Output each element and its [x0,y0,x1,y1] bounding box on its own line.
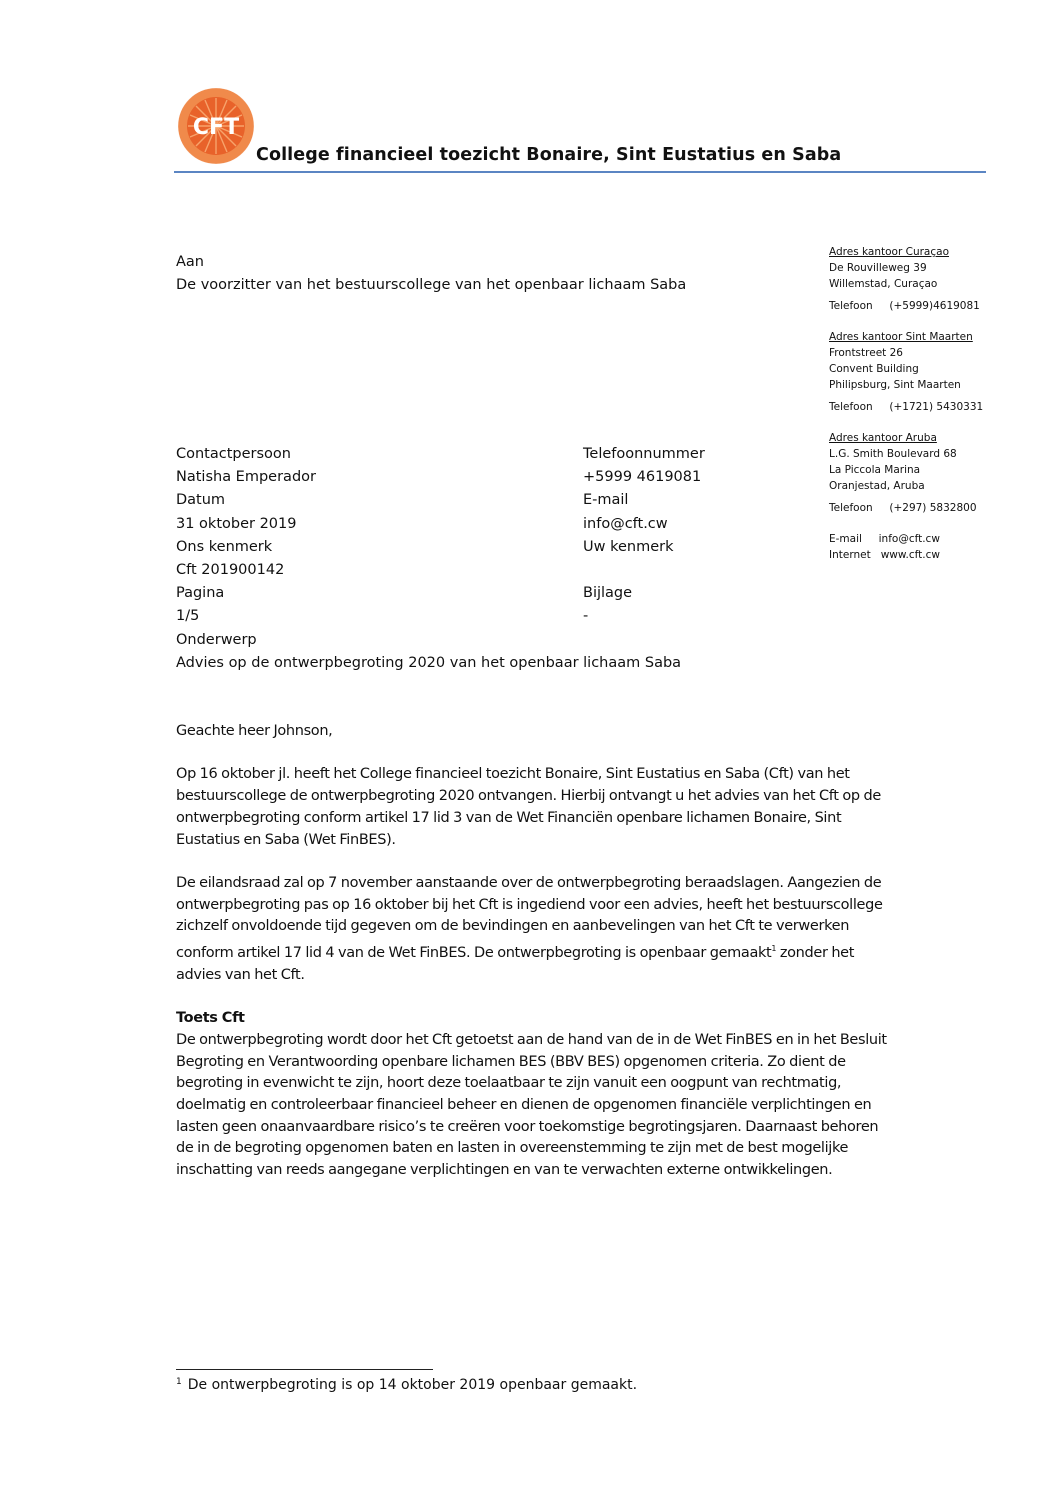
phone-label: Telefoon [829,300,873,312]
email-label: E-mail [829,533,862,545]
paragraph-2-text: De eilandsraad zal op 7 november aanstaande over de ontwerpbegroting beraadslagen. Aangezien de ontwerpbegroting pas op 16 oktober bij het Cft is ingediend voor een advies, heeft het bestuurscollege zichzelf onvoldoende tijd gegeven om de bevindingen en aanbevelingen van het Cft te verwerken conform artikel 17 lid 4 van de Wet FinBES. De ontwerpbegroting is openbaar gemaakt [176,874,883,961]
office-heading: Adres kantoor Sint Maarten [829,331,973,343]
bijlage-value: - [583,608,589,625]
addressee-label: Aan [176,254,204,270]
cft-logo [176,86,256,166]
footnote [176,1377,637,1393]
office-line: Willemstad, Curaçao [829,278,938,290]
addressee-block [176,251,686,297]
organization-title: College financieel toezicht Bonaire, Sint Eustatius en Saba [256,145,842,165]
cft-logo-icon [176,86,256,166]
office-sint-maarten [829,329,983,415]
phone-label: Telefoon [829,401,873,413]
ons-kenmerk-label: Ons kenmerk [176,538,273,555]
office-curacao [829,244,983,314]
datum-label: Datum [176,492,226,509]
general-contact [829,531,983,563]
office-phone [829,399,983,415]
onderwerp-label: Onderwerp [176,631,257,648]
phone-value: (+1721) 5430331 [889,401,984,413]
contactpersoon-value: Natisha Emperador [176,469,316,486]
paragraph-3: De ontwerpbegroting wordt door het Cft getoetst aan de hand van de in de Wet FinBES en in het Besluit Begroting en Verantwoording openbare lichamen BES (BBV BES) opgenomen criteria. Zo dient de begroting in evenwicht te zijn, hoort deze toelaatbaar te zijn vanuit een oogpunt van rechtmatig, doelmatig en controleerbaar financieel beheer en dienen de opgenomen financiële verplichtingen en lasten geen onaanvaardbare risico’s te creëren voor toekomstige begrotingsjaren. Daarnaast behoren de in de begroting opgenomen baten en lasten in overeenstemming te zijn met de best mogelijke inschatting van reeds aangegane verplichtingen en van te verwachten externe ontwikkelingen. [176,1031,887,1179]
letter-body [176,721,896,1203]
letter-metadata [176,443,736,675]
bijlage-label: Bijlage [583,585,633,602]
email-link[interactable]: info@cft.cw [878,533,940,545]
paragraph-1: Op 16 oktober jl. heeft het College financieel toezicht Bonaire, Sint Eustatius en Saba (Cft) van het bestuurscollege de ontwerpbegroting 2020 ontvangen. Hierbij ontvangt u het advies van het Cft op de ontwerpbegroting conform artikel 17 lid 3 van de Wet Financiën openbare lichamen Bonaire, Sint Eustatius en Saba (Wet FinBES). [176,766,881,848]
contactpersoon-label: Contactpersoon [176,446,291,462]
office-line: De Rouvilleweg 39 [829,262,927,274]
email-value[interactable]: info@cft.cw [583,515,668,532]
contact-internet [829,547,983,563]
uw-kenmerk-label: Uw kenmerk [583,538,674,555]
pagina-value: 1/5 [176,608,200,625]
website-link[interactable]: www.cft.cw [880,549,940,561]
datum-value: 31 oktober 2019 [176,515,297,532]
office-aruba [829,430,983,516]
footnote-divider [176,1369,433,1370]
footnote-number: 1 [176,1377,182,1387]
office-line: Convent Building [829,363,919,375]
footnote-text: De ontwerpbegroting is op 14 oktober 2019 openbaar gemaakt. [187,1377,638,1393]
email-label: E-mail [583,492,629,509]
paragraph-2 [176,873,896,987]
telefoonnummer-value: +5999 4619081 [583,469,702,486]
office-line: L.G. Smith Boulevard 68 [829,448,957,460]
office-line: Oranjestad, Aruba [829,480,925,492]
section-heading-toets-cft: Toets Cft [176,1010,245,1027]
paragraph-2-text-end: zonder het advies van het Cft. [176,945,855,983]
greeting: Geachte heer Johnson, [176,723,333,739]
phone-value: (+5999)4619081 [889,300,980,312]
header-divider [174,171,986,173]
phone-value: (+297) 5832800 [889,502,977,514]
office-line: La Piccola Marina [829,464,921,476]
office-heading: Adres kantoor Aruba [829,432,937,444]
office-heading: Adres kantoor Curaçao [829,246,949,258]
office-line: Philipsburg, Sint Maarten [829,379,961,391]
footnote-reference[interactable]: 1 [771,944,777,953]
onderwerp-value: Advies op de ontwerpbegroting 2020 van het openbaar lichaam Saba [176,654,682,671]
contact-email [829,531,983,547]
internet-label: Internet [829,549,871,561]
ons-kenmerk-value: Cft 201900142 [176,562,285,579]
office-phone [829,500,983,516]
svg-text:CFT: CFT [192,115,240,140]
phone-label: Telefoon [829,502,873,514]
office-line: Frontstreet 26 [829,347,903,359]
pagina-label: Pagina [176,585,225,602]
addressee-recipient: De voorzitter van het bestuurscollege van het openbaar lichaam Saba [176,277,687,293]
office-phone [829,298,983,314]
telefoonnummer-label: Telefoonnummer [583,446,705,462]
office-addresses-sidebar [829,244,983,563]
